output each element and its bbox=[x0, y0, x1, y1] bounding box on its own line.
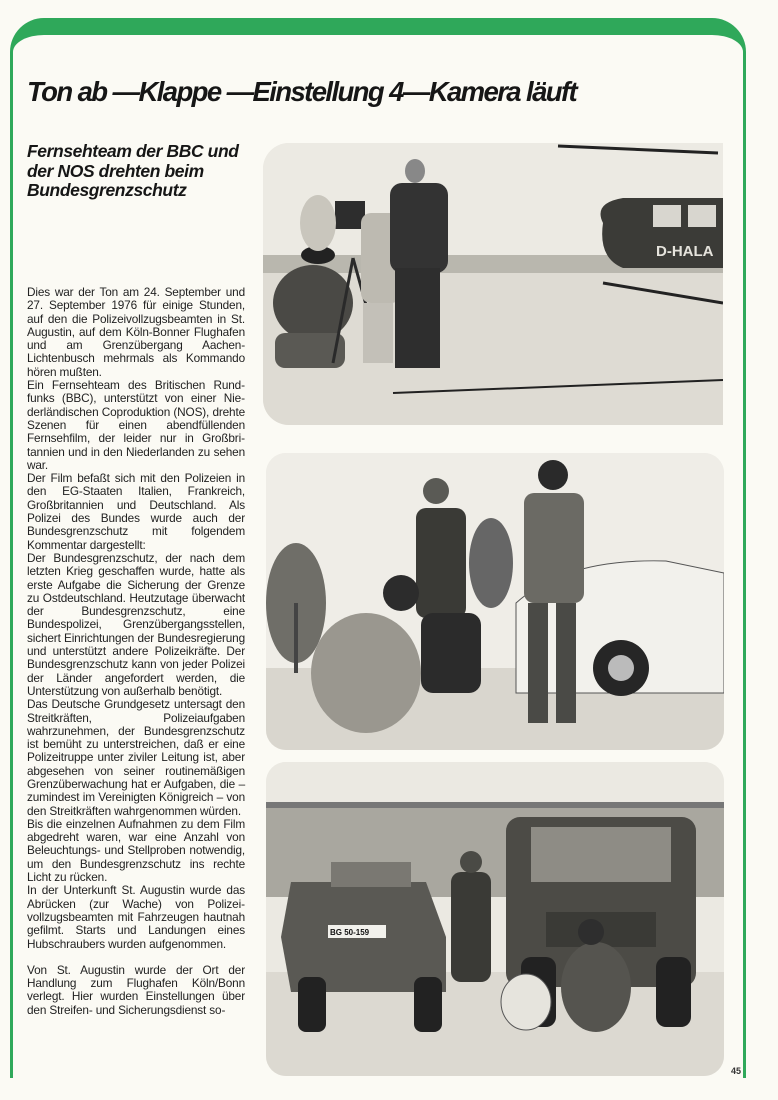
paragraph: Von St. Augustin wurde der Ort der Handlung zum Flughafen Köln/Bonn verlegt. Hier wurden Einstellungen über den Streifen- und Sicherungsdienst so- bbox=[27, 962, 245, 1017]
article-body bbox=[27, 286, 245, 1017]
paragraph: Das Deutsche Grundgesetz untersagt den Streitkräften, Polizeiaufgaben wahrzunehmen, der Bundesgrenzschutz ist bemüht zu unterstreichen, daß er eine Polizeitruppe unter ziviler Leitung ist, aber abgesehen von seiner routinemäßigen Grenzüberwachung hat er Aufgaben, die – zumindest im Vereinigten Königreich – von den Streitkräften wahrgenommen würden. bbox=[27, 697, 245, 818]
article-title: Ton ab —Klappe —Einstellung 4—Kamera läuft bbox=[27, 76, 577, 107]
paragraph: Dies war der Ton am 24. September und 27. September 1976 für einige Stunden, auf den die Polizeivollzugsbeamten in St. Augustin, auf dem Köln-Bonner Flughafen und am Grenzübergang Aachen-Lichtenbusch mehrmals als Kommando hören mußten. bbox=[27, 285, 245, 379]
vehicle-plate: BG 50-159 bbox=[330, 928, 370, 937]
paragraph: In der Unterkunft St. Augustin wurde das Abrücken (zur Wache) von Polizeivollzugsbeamten mit Fahrzeugen hautnah gefilmt. Starts und Landungen eines Hubschraubers wurden aufgenommen. bbox=[27, 883, 245, 951]
photo-vehicles-troops bbox=[266, 762, 724, 1076]
helicopter-registration: D-HALA bbox=[656, 243, 714, 260]
article-subtitle: Fernsehteam der BBC und der NOS drehten beim Bundesgrenzschutz bbox=[27, 141, 239, 200]
photo-film-crew-helicopter bbox=[263, 143, 723, 425]
paragraph: Der Film befaßt sich mit den Polizeien in den EG-Staaten Italien, Frankreich, Großbritannien und Deutschland. Als Polizei des Bundes wurde auch der Bundesgrenzschutz mit folgendem Kommentar dargestellt: bbox=[27, 471, 245, 552]
photo-cameramen-beetle bbox=[266, 453, 724, 750]
paragraph: Der Bundesgrenzschutz, der nach dem letzten Krieg geschaffen wurde, hatte als erste Aufgabe die Sicherung der Grenze zu Ostdeutschland. Heutzutage überwacht der Bundesgrenzschutz, eine Bundespolizei, Grenzübergangsstellen, sichert Einrichtungen der Bundesregierung und unterstützt andere Polizeikräfte. Der Bundesgrenzschutz kann von jeder Polizei der Länder angefordert werden, die Unterstützung von außerhalb benötigt. bbox=[27, 550, 245, 698]
paragraph: Ein Fernsehteam des Britischen Rundfunks (BBC), unterstützt von einer Niederländischen Coproduktion (NOS), drehte Szenen für einen abendfüllenden Fernsehfilm, der leider nur in Großbritannien und in den Niederlanden zu sehen war. bbox=[27, 378, 245, 472]
paragraph: Bis die einzelnen Aufnahmen zu dem Film abgedreht waren, war eine Anzahl von Beleuchtungs- und Stellproben notwendig, um den Bundesgrenzschutz ins rechte Licht zu rücken. bbox=[27, 816, 245, 885]
page-number: 45 bbox=[731, 1066, 742, 1076]
